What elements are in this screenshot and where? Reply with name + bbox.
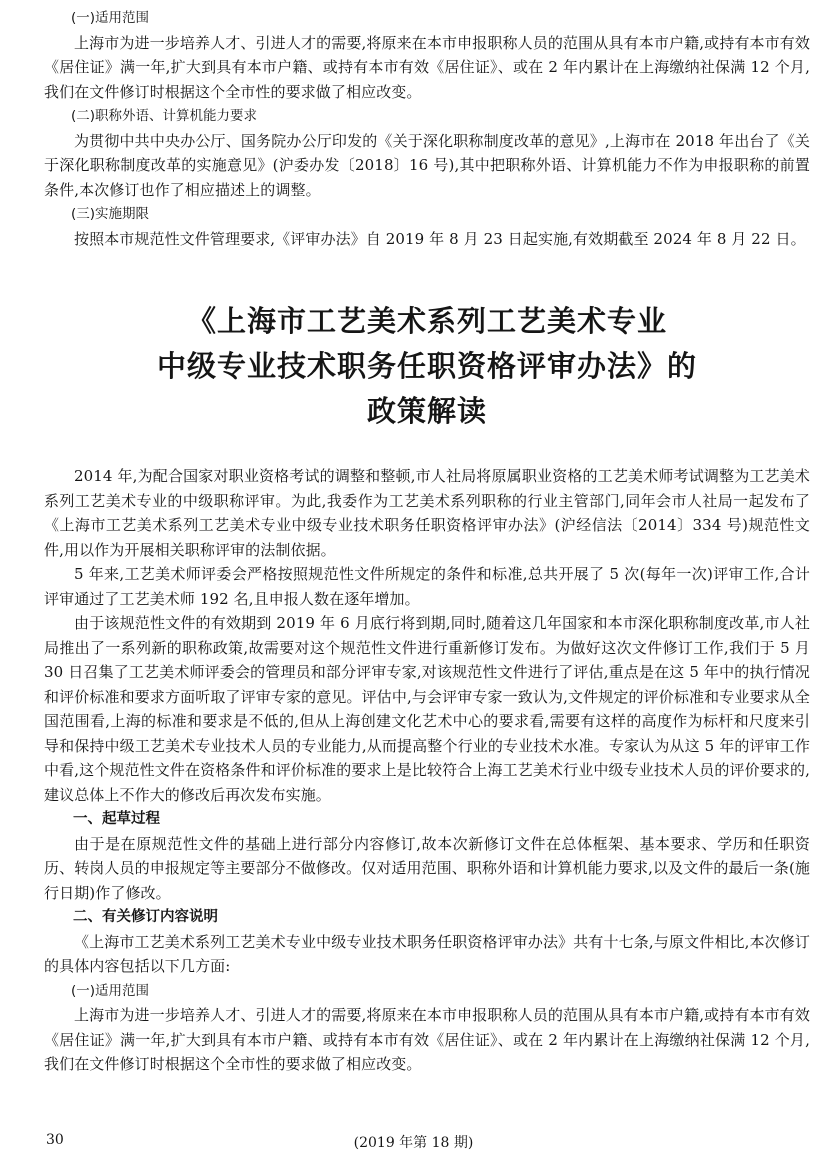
language-computer-text: 为贯彻中共中央办公厅、国务院办公厅印发的《关于深化职称制度改革的意见》,上海市在 2018 年出台了《关于深化职称制度改革的实施意见》(沪委办发〔2018〕16 号),其中把职称外语、计算机能力不作为申报职称的前置条件,本次修订也作了相应描述上的调整。	[44, 131, 810, 199]
scope-text-top: 上海市为进一步培养人才、引进人才的需要,将原来在本市申报职称人员的范围从具有本市户籍,或持有本市有效《居住证》满一年,扩大到具有本市户籍、或持有本市有效《居住证》、或在 2 年内累计在上海缴纳社保满 12 个月,我们在文件修订时根据这个全市性的要求做了相应改变。	[44, 33, 810, 101]
body-paragraph-3: 由于该规范性文件的有效期到 2019 年 6 月底行将到期,同时,随着这几年国家和本市深化职称制度改革,市人社局推出了一系列新的职称政策,故需要对这个规范性文件进行重新修订发布。为做好这次文件修订工作,我们于 5 月 30 日召集了工艺美术师评委会的管理员和部分评审专家,对该规范性文件进行了评估,重点是在这 5 年中的执行情况和评价标准和要求方面听取了评审专家的意见。评估中,与会评审专家一致认为,文件规定的评价标准和专业要求从全国范围看,上海的标准和要求是不低的,但从上海创建文化艺术中心的要求看,需要有这样的高度作为标杆和尺度来引导和保持中级工艺美术专业技术人员的专业能力,从而提高整个行业的专业技术水准。专家认为从这 5 年的评审工作中看,这个规范性文件在资格条件和评价标准的要求上是比较符合上海工艺美术行业中级专业技术人员的评价要求的,建议总体上不作大的修改后再次发布实施。	[44, 614, 810, 804]
section-heading-drafting: 一、起草过程	[73, 811, 160, 827]
issue-label: (2019 年第 18 期)	[353, 1135, 474, 1151]
title-line-3: 政策解读	[366, 394, 487, 428]
scope-text-bottom: 上海市为进一步培养人才、引进人才的需要,将原来在本市申报职称人员的范围从具有本市户籍,或持有本市有效《居住证》满一年,扩大到具有本市户籍、或持有本市有效《居住证》、或在 2 年内累计在上海缴纳社保满 12 个月,我们在文件修订时根据这个全市性的要求做了相应改变。	[44, 1006, 810, 1073]
page-number: 30	[46, 1132, 64, 1148]
body-paragraph-5: 《上海市工艺美术系列工艺美术专业中级专业技术职务任职资格评审办法》共有十七条,与原文件相比,本次修订的具体内容包括以下几方面:	[44, 932, 810, 975]
section-heading-revision: 二、有关修订内容说明	[73, 909, 218, 925]
body-paragraph-2: 5 年来,工艺美术师评委会严格按照规范性文件所规定的条件和标准,总共开展了 5 次(每年一次)评审工作,合计评审通过了工艺美术师 192 名,且申报人数在逐年增加。	[44, 565, 810, 608]
language-computer-heading: (二)职称外语、计算机能力要求	[71, 108, 258, 124]
body-paragraph-4: 由于是在原规范性文件的基础上进行部分内容修订,故本次新修订文件在总体框架、基本要求、学历和任职资历、转岗人员的申报规定等主要部分不做修改。仅对适用范围、职称外语和计算机能力要求,以及文件的最后一条(施行日期)作了修改。	[44, 834, 810, 902]
scope-heading-bottom: (一)适用范围	[71, 982, 150, 999]
implementation-period-heading: (三)实施期限	[71, 206, 150, 222]
document-page	[44, 6, 810, 1077]
title-line-1: 《上海市工艺美术系列工艺美术专业	[186, 304, 667, 338]
scope-heading-top: (一)适用范围	[71, 10, 150, 26]
article-title	[44, 299, 810, 434]
page-footer	[0, 1132, 827, 1156]
body-paragraph-1: 2014 年,为配合国家对职业资格考试的调整和整顿,市人社局将原属职业资格的工艺美术师考试调整为工艺美术系列工艺美术专业的中级职称评审。为此,我委作为工艺美术系列职称的行业主管部门,同年会市人社局一起发布了《上海市工艺美术系列工艺美术专业中级专业技术职务任职资格评审办法》(沪经信法〔2014〕334 号)规范性文件,用以作为开展相关职称评审的法制依据。	[44, 467, 810, 559]
implementation-period-text: 按照本市规范性文件管理要求,《评审办法》自 2019 年 8 月 23 日起实施,有效期截至 2024 年 8 月 22 日。	[74, 229, 806, 248]
title-line-2: 中级专业技术职务任职资格评审办法》的	[156, 349, 697, 383]
